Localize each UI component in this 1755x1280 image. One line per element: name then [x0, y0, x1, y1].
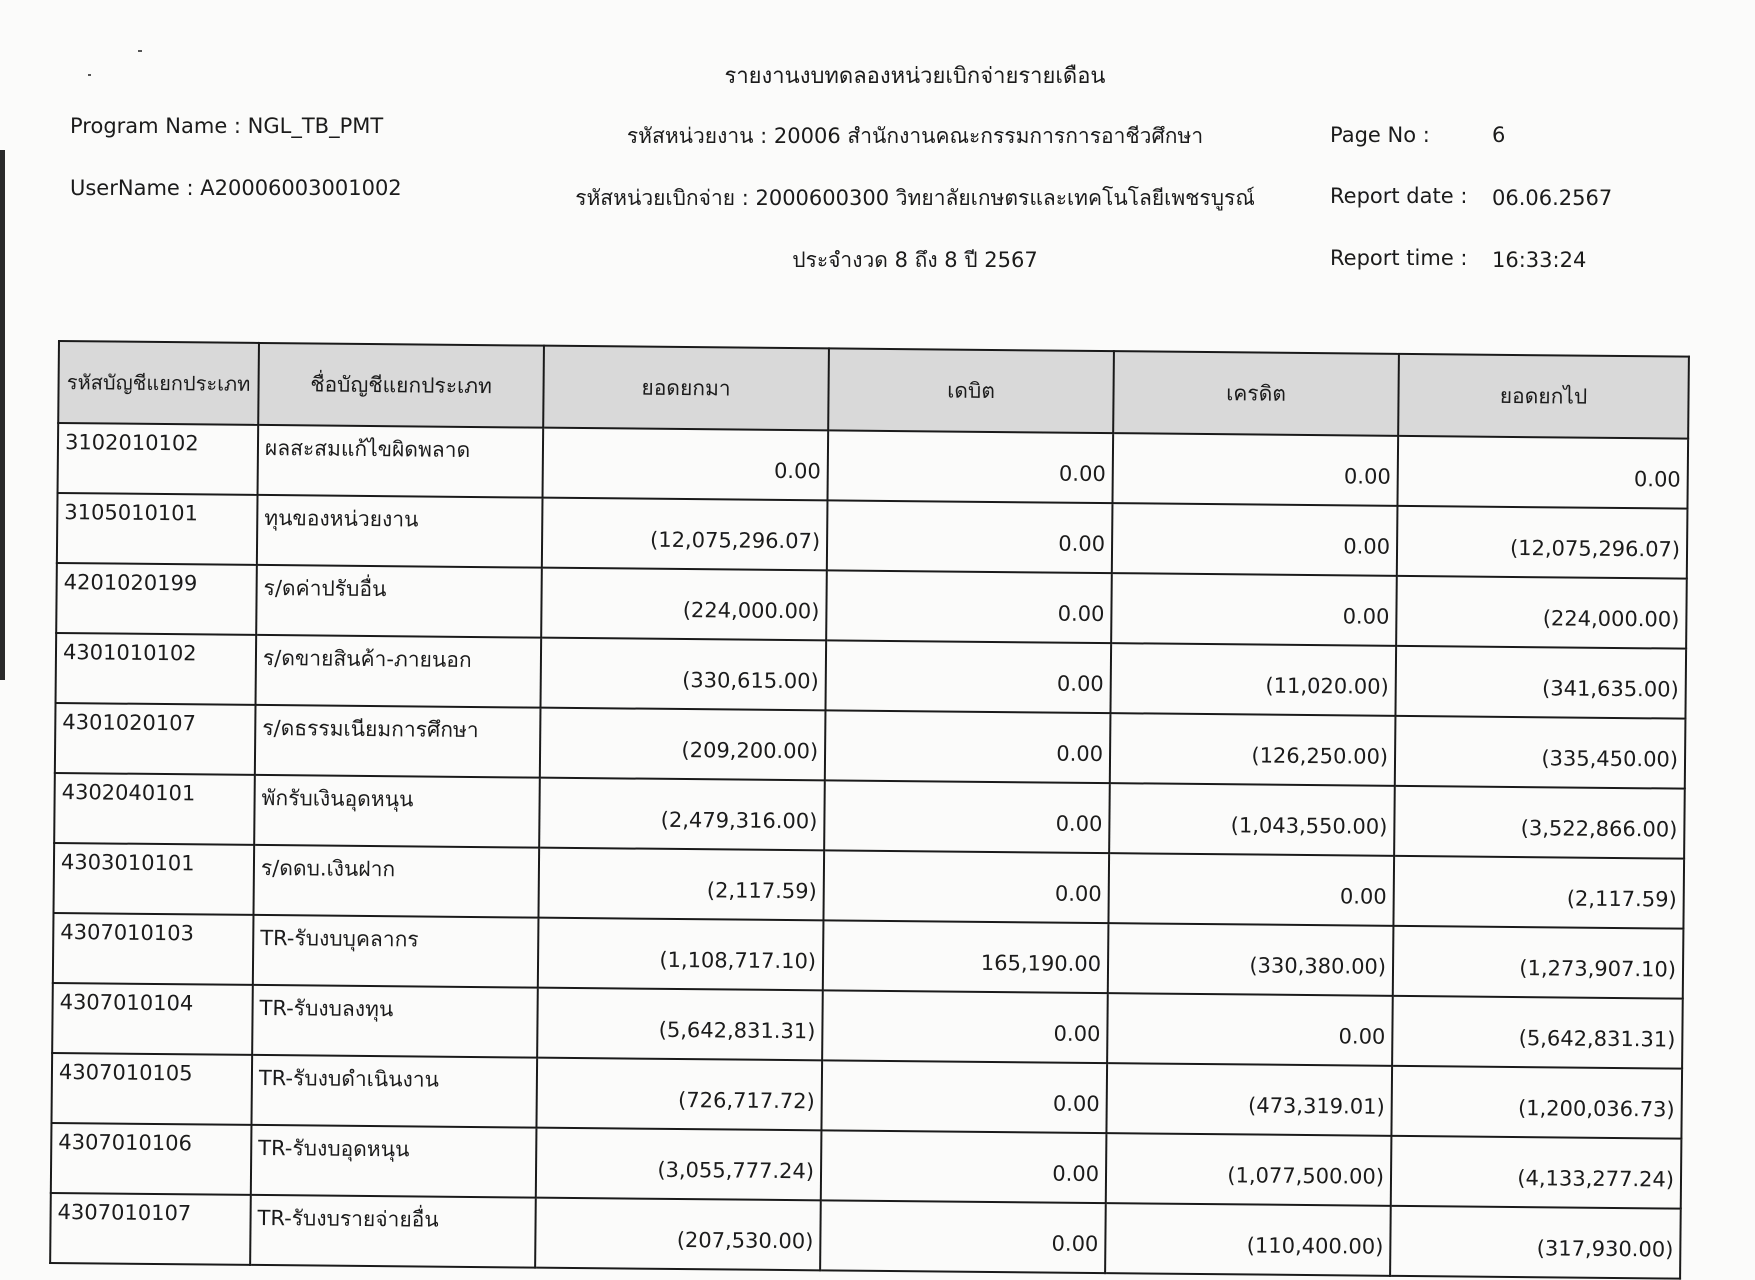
debit-cell: 0.00: [822, 990, 1108, 1063]
debit-cell: 0.00: [826, 570, 1112, 643]
credit-cell: 0.00: [1108, 853, 1394, 926]
scan-edge-mark: [0, 150, 5, 680]
account-name-cell: พักรับเงินอุดหนุน: [254, 775, 540, 848]
brought-forward-cell: (224,000.00): [541, 568, 827, 641]
debit-cell: 0.00: [820, 1200, 1106, 1273]
period-line: ประจำงวด 8 ถึง 8 ปี 2567: [792, 248, 1038, 272]
carried-forward-cell: (317,930.00): [1390, 1206, 1681, 1279]
account-name-cell: ร/ดค่าปรับอื่น: [256, 565, 542, 638]
account-name-cell: TR-รับงบดำเนินงาน: [251, 1055, 537, 1128]
account-code-cell: 3105010101: [57, 493, 258, 565]
brought-forward-cell: (2,117.59): [538, 848, 824, 921]
agency-line: รหัสหน่วยงาน : 20006 สำนักงานคณะกรรมการการอาชีวศึกษา: [626, 124, 1204, 148]
carried-forward-cell: (5,642,831.31): [1392, 996, 1683, 1069]
table-body: [50, 423, 1688, 1279]
debit-cell: 0.00: [825, 640, 1111, 713]
brought-forward-cell: (209,200.00): [540, 708, 826, 781]
brought-forward-cell: (726,717.72): [536, 1058, 822, 1131]
col-header-debit: เดบิต: [828, 348, 1114, 433]
account-name-cell: TR-รับงบรายจ่ายอื่น: [250, 1195, 536, 1268]
brought-forward-cell: (2,479,316.00): [539, 778, 825, 851]
account-code-cell: 4303010101: [53, 843, 254, 915]
carried-forward-cell: (341,635.00): [1395, 646, 1686, 719]
report-date-value: 06.06.2567: [1492, 186, 1613, 210]
account-code-cell: 4302040101: [54, 773, 255, 845]
account-name-cell: ทุนของหน่วยงาน: [257, 495, 543, 568]
account-code-cell: 4307010107: [50, 1193, 251, 1265]
account-code-cell: 4307010104: [52, 983, 253, 1055]
report-time-value: 16:33:24: [1492, 248, 1587, 272]
trial-balance-table: [49, 340, 1690, 1280]
carried-forward-cell: (2,117.59): [1393, 856, 1684, 929]
credit-cell: (126,250.00): [1110, 713, 1396, 786]
col-header-carried-forward: ยอดยกไป: [1398, 354, 1689, 439]
account-code-cell: 4307010106: [51, 1123, 252, 1195]
account-code-cell: 3102010102: [58, 423, 259, 495]
credit-cell: (1,077,500.00): [1106, 1133, 1392, 1206]
credit-cell: (110,400.00): [1105, 1203, 1391, 1276]
brought-forward-cell: (207,530.00): [535, 1198, 821, 1271]
credit-cell: (11,020.00): [1110, 643, 1396, 716]
debit-cell: 0.00: [824, 780, 1110, 853]
brought-forward-cell: 0.00: [543, 428, 829, 501]
carried-forward-cell: (3,522,866.00): [1394, 786, 1685, 859]
credit-cell: 0.00: [1107, 993, 1393, 1066]
brought-forward-cell: (12,075,296.07): [542, 498, 828, 571]
account-code-cell: 4201020199: [56, 563, 257, 635]
carried-forward-cell: (335,450.00): [1395, 716, 1686, 789]
credit-cell: (1,043,550.00): [1109, 783, 1395, 856]
carried-forward-cell: (4,133,277.24): [1391, 1136, 1682, 1209]
carried-forward-cell: 0.00: [1397, 436, 1688, 509]
debit-cell: 0.00: [821, 1130, 1107, 1203]
account-name-cell: ร/ดขายสินค้า-ภายนอก: [256, 635, 542, 708]
brought-forward-cell: (3,055,777.24): [536, 1128, 822, 1201]
brought-forward-cell: (5,642,831.31): [537, 988, 823, 1061]
account-code-cell: 4307010103: [53, 913, 254, 985]
credit-cell: (473,319.01): [1106, 1063, 1392, 1136]
debit-cell: 0.00: [825, 710, 1111, 783]
col-header-account-code: รหัสบัญชีแยกประเภท: [58, 341, 259, 425]
carried-forward-cell: (1,273,907.10): [1393, 926, 1684, 999]
account-code-cell: 4301020107: [55, 703, 256, 775]
scan-speck: [138, 50, 142, 52]
credit-cell: 0.00: [1112, 503, 1398, 576]
carried-forward-cell: (224,000.00): [1396, 576, 1687, 649]
page-no-label: Page No :: [1330, 123, 1430, 147]
table-header-row: [58, 341, 1689, 439]
brought-forward-cell: (1,108,717.10): [538, 918, 824, 991]
debit-cell: 0.00: [823, 850, 1109, 923]
credit-cell: 0.00: [1112, 433, 1398, 506]
debit-cell: 0.00: [827, 430, 1113, 503]
report-date-label: Report date :: [1330, 184, 1468, 208]
account-code-cell: 4301010102: [56, 633, 257, 705]
page-no-value: 6: [1492, 123, 1506, 147]
account-name-cell: TR-รับงบบุคลากร: [253, 915, 539, 988]
debit-cell: 165,190.00: [823, 920, 1109, 993]
account-name-cell: TR-รับงบอุดหนุน: [251, 1125, 537, 1198]
account-name-cell: ผลสะสมแก้ไขผิดพลาด: [258, 425, 544, 498]
debit-cell: 0.00: [821, 1060, 1107, 1133]
report-title: รายงานงบทดลองหน่วยเบิกจ่ายรายเดือน: [724, 64, 1106, 89]
account-name-cell: ร/ดดบ.เงินฝาก: [253, 845, 539, 918]
carried-forward-cell: (1,200,036.73): [1391, 1066, 1682, 1139]
user-name: UserName : A20006003001002: [70, 176, 402, 200]
brought-forward-cell: (330,615.00): [540, 638, 826, 711]
account-code-cell: 4307010105: [51, 1053, 252, 1125]
credit-cell: 0.00: [1111, 573, 1397, 646]
program-name: Program Name : NGL_TB_PMT: [70, 114, 384, 138]
debit-cell: 0.00: [827, 500, 1113, 573]
carried-forward-cell: (12,075,296.07): [1397, 506, 1688, 579]
credit-cell: (330,380.00): [1108, 923, 1394, 996]
account-name-cell: TR-รับงบลงทุน: [252, 985, 538, 1058]
col-header-account-name: ชื่อบัญชีแยกประเภท: [258, 343, 544, 428]
disbursing-unit-line: รหัสหน่วยเบิกจ่าย : 2000600300 วิทยาลัยเกษตรและเทคโนโลยีเพชรบูรณ์: [575, 186, 1255, 210]
account-name-cell: ร/ดธรรมเนียมการศึกษา: [255, 705, 541, 778]
col-header-credit: เครดิต: [1113, 351, 1399, 436]
table-row: [50, 1193, 1681, 1279]
report-time-label: Report time :: [1330, 246, 1468, 270]
col-header-brought-forward: ยอดยกมา: [543, 346, 829, 431]
